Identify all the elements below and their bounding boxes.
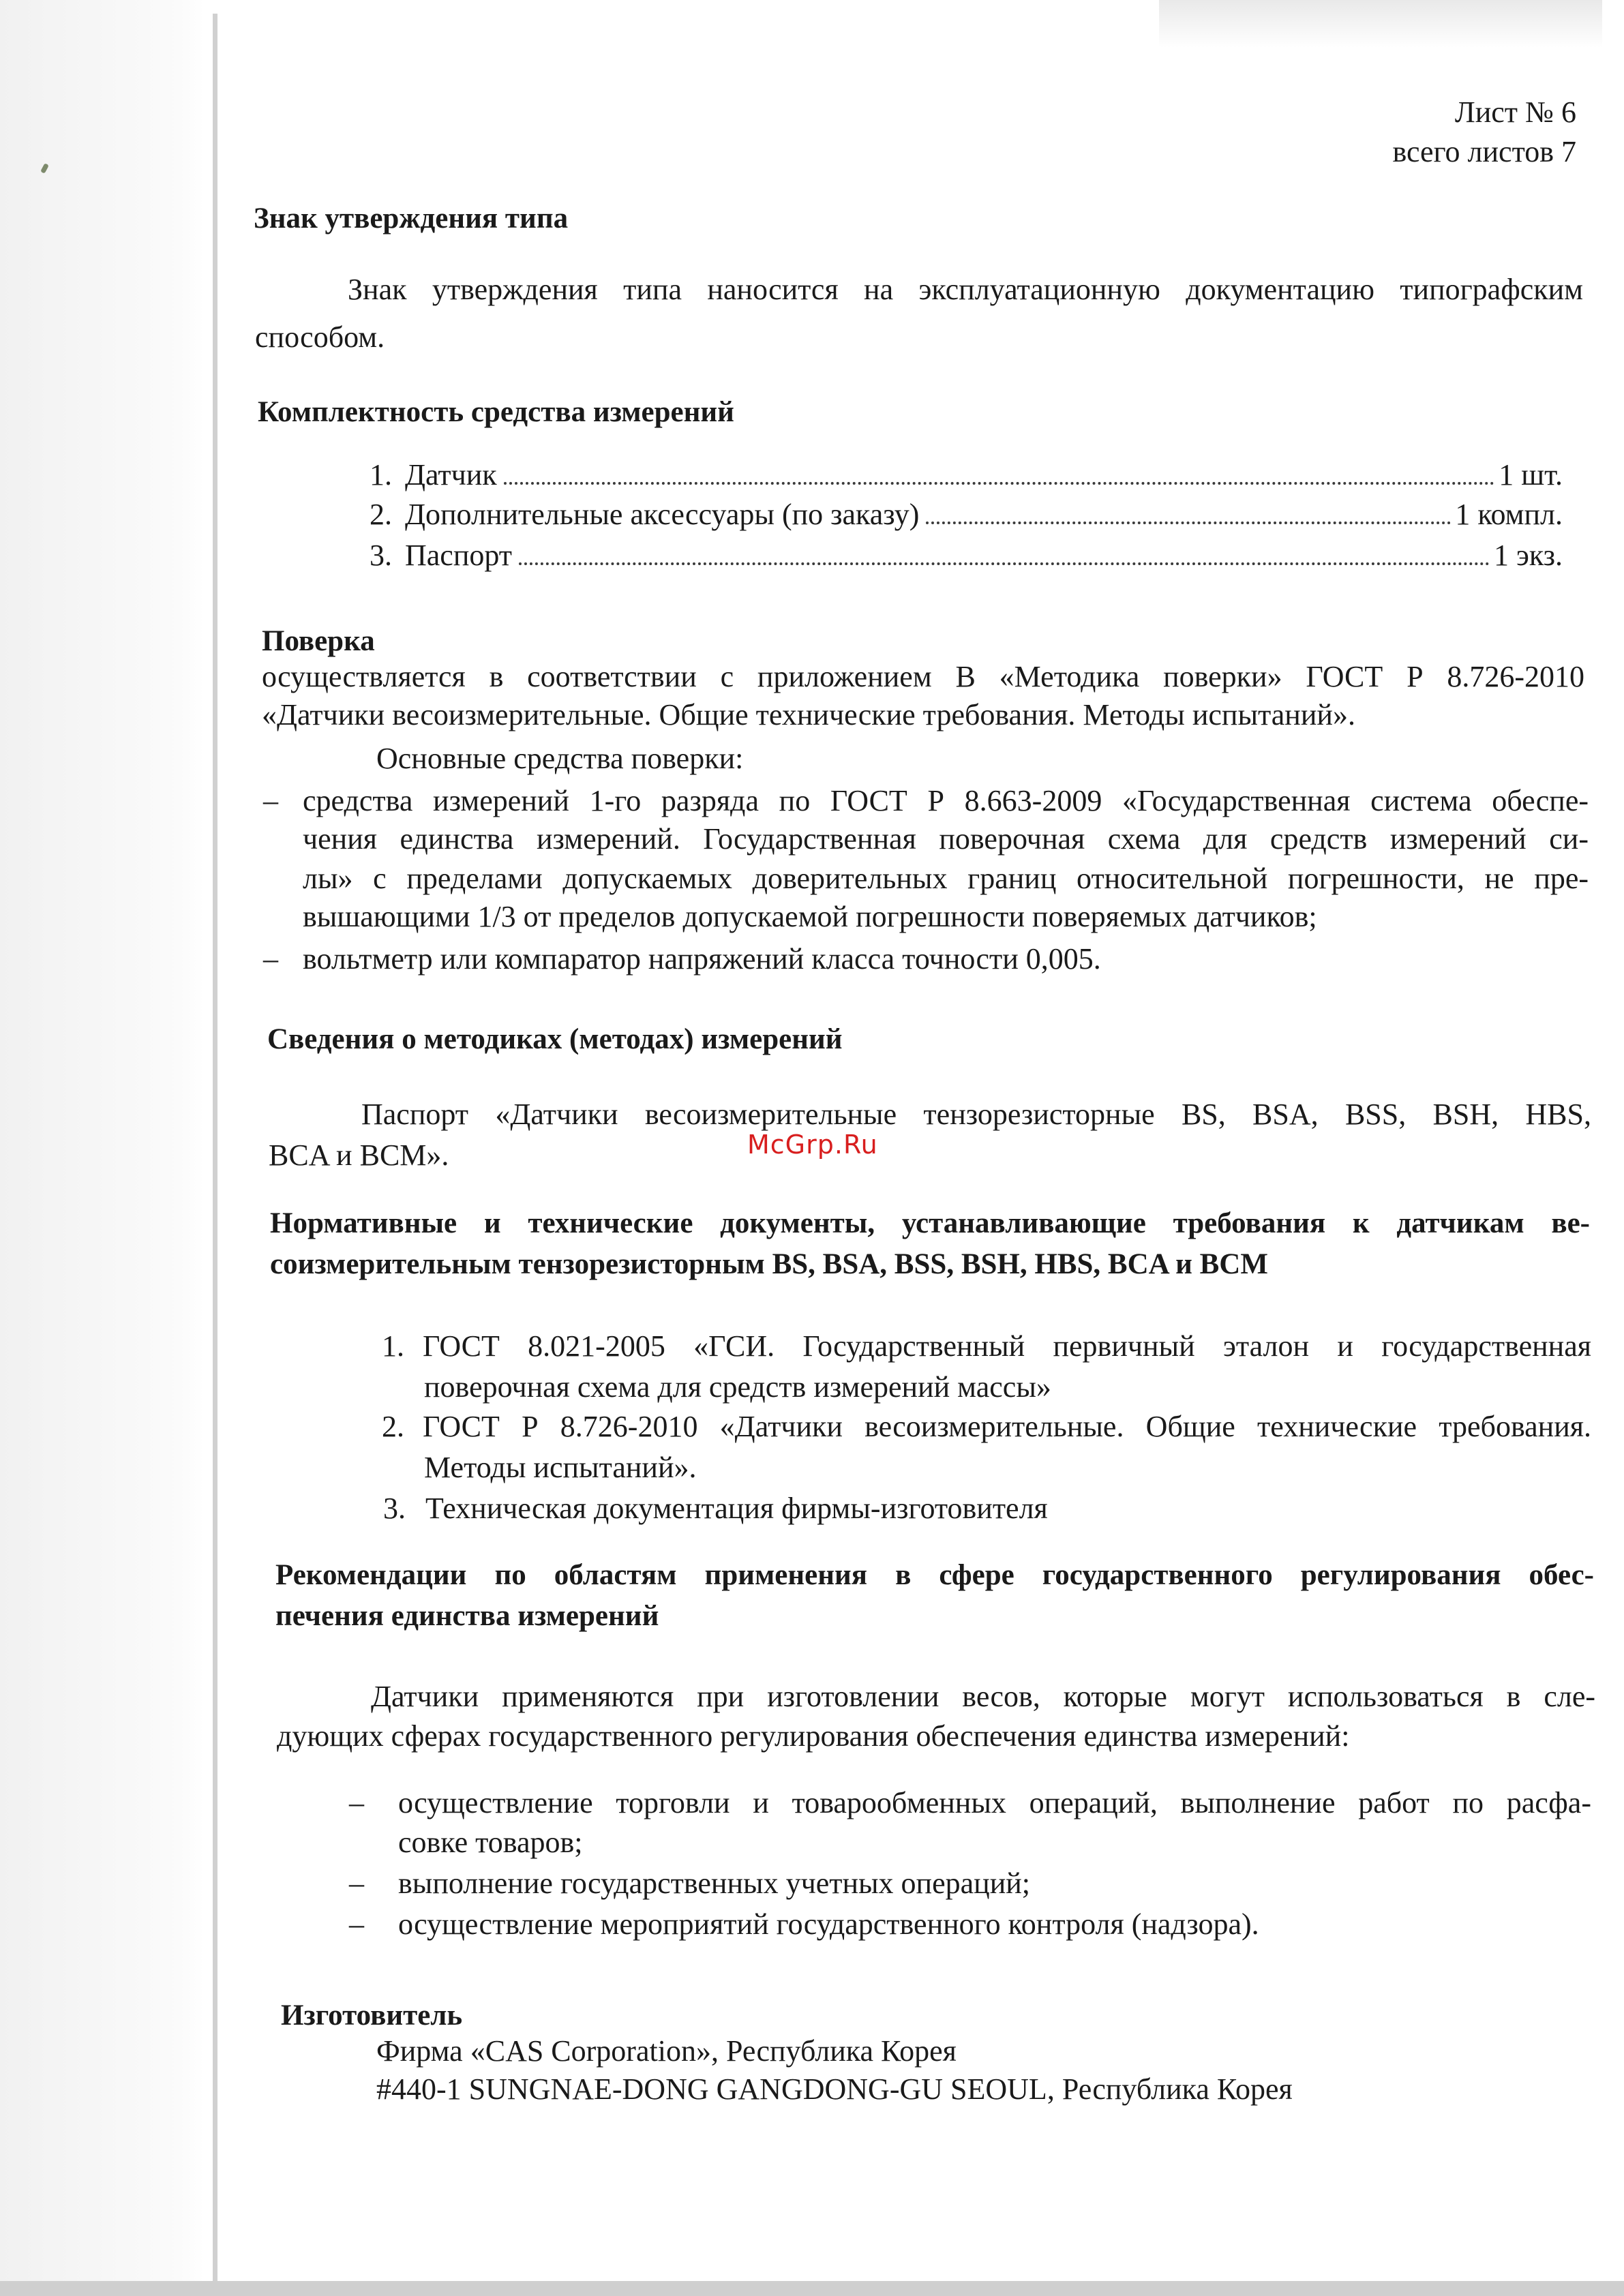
maker-heading: Изготовитель <box>281 1999 463 2031</box>
maker-address: #440-1 SUNGNAE-DONG GANGDONG-GU SEOUL, Республика Корея <box>376 2072 1293 2106</box>
verification-means-item: лы» с пределами допускаемых доверительных границ относительной погрешности, не пре- <box>303 862 1589 895</box>
recommend-item: совке товаров; <box>398 1826 583 1859</box>
kit-heading: Комплектность средства измерений <box>258 396 734 428</box>
verification-heading: Поверка <box>262 625 375 657</box>
kit-item-number: 1. <box>370 458 392 492</box>
dot-leader <box>504 482 1495 485</box>
bullet-dash: – <box>349 1867 364 1900</box>
scan-shadow-bottom <box>0 2281 1624 2296</box>
verification-means-label: Основные средства поверки: <box>376 742 744 775</box>
kit-item-name: Паспорт <box>405 539 513 572</box>
recommend-heading: печения единства измерений <box>275 1600 659 1632</box>
kit-item-number: 2. <box>370 498 392 531</box>
methods-text: BCA и BCM». <box>269 1138 449 1172</box>
norms-item: поверочная схема для средств измерений массы» <box>424 1370 1051 1404</box>
norms-item-number: 1. <box>382 1329 404 1363</box>
kit-item-name: Дополнительные аксессуары (по заказу) <box>405 498 920 531</box>
bullet-dash: – <box>263 942 278 976</box>
kit-item-quantity: 1 компл. <box>1455 498 1563 531</box>
verification-means-item: чения единства измерений. Государственная поверочная схема для средств измерений си- <box>303 822 1589 856</box>
bullet-dash: – <box>349 1786 364 1819</box>
kit-item <box>370 536 1563 575</box>
norms-item: ГОСТ Р 8.726-2010 «Датчики весоизмерительные. Общие технические требования. <box>423 1410 1591 1443</box>
recommend-heading: Рекомендации по областям применения в сфере государственного регулирования обес- <box>275 1559 1594 1591</box>
kit-item <box>370 495 1563 534</box>
kit-item <box>370 455 1563 495</box>
dot-leader <box>926 522 1451 524</box>
type-mark-text-end: способом. <box>255 320 385 354</box>
kit-item-name: Датчик <box>405 458 497 492</box>
norms-item-number: 3. <box>383 1492 406 1525</box>
kit-item-quantity: 1 шт. <box>1499 458 1563 492</box>
scan-edge-line <box>213 14 217 2284</box>
scan-shadow-top <box>1159 0 1602 48</box>
norms-item: Техническая документация фирмы-изготовителя <box>425 1492 1048 1525</box>
recommend-item: осуществление мероприятий государственного контроля (надзора). <box>398 1907 1259 1941</box>
norms-heading: Нормативные и технические документы, устанавливающие требования к датчикам ве- <box>270 1207 1590 1239</box>
type-mark-text: Знак утверждения типа наносится на эксплуатационную документацию типографским <box>348 273 1583 306</box>
norms-item: Методы испытаний». <box>424 1451 697 1484</box>
verification-means-item: вольтметр или компаратор напряжений класса точности 0,005. <box>303 942 1101 976</box>
methods-heading: Сведения о методиках (методах) измерений <box>267 1023 843 1055</box>
norms-item: ГОСТ 8.021-2005 «ГСИ. Государственный первичный эталон и государственная <box>423 1329 1591 1363</box>
bullet-dash: – <box>349 1907 364 1941</box>
watermark: McGrp.Ru <box>747 1130 878 1160</box>
recommend-text: дующих сферах государственного регулирования обеспечения единства измерений: <box>277 1719 1350 1753</box>
verification-means-item: средства измерений 1-го разряда по ГОСТ Р 8.663-2009 «Государственная система обеспе- <box>303 784 1589 817</box>
norms-heading: соизмерительным тензорезисторным BS, BSA, BSS, BSH, HBS, BCA и BCM <box>270 1248 1268 1280</box>
scan-shadow-left <box>0 0 205 2296</box>
norms-item-number: 2. <box>382 1410 404 1443</box>
verification-means-item: вышающими 1/3 от пределов допускаемой погрешности поверяемых датчиков; <box>303 900 1317 933</box>
kit-item-quantity: 1 экз. <box>1493 539 1563 572</box>
type-mark-heading: Знак утверждения типа <box>254 202 569 235</box>
recommend-item: выполнение государственных учетных операций; <box>398 1867 1031 1900</box>
verification-text: осуществляется в соответствии с приложением В «Методика поверки» ГОСТ Р 8.726-2010 <box>262 660 1584 693</box>
recommend-item: осуществление торговли и товарообменных операций, выполнение работ по расфа- <box>398 1786 1591 1819</box>
kit-item-number: 3. <box>370 539 392 572</box>
sheet-number: Лист № 6 <box>1454 95 1576 129</box>
methods-text: Паспорт «Датчики весоизмерительные тензорезисторные BS, BSA, BSS, BSH, HBS, <box>361 1098 1591 1131</box>
recommend-text: Датчики применяются при изготовлении весов, которые могут использоваться в сле- <box>371 1680 1595 1713</box>
dot-leader <box>519 562 1490 565</box>
verification-text: «Датчики весоизмерительные. Общие технические требования. Методы испытаний». <box>262 698 1355 731</box>
maker-name: Фирма «CAS Corporation», Республика Корея <box>376 2034 957 2068</box>
bullet-dash: – <box>263 784 278 817</box>
sheet-total: всего листов 7 <box>1392 135 1576 168</box>
